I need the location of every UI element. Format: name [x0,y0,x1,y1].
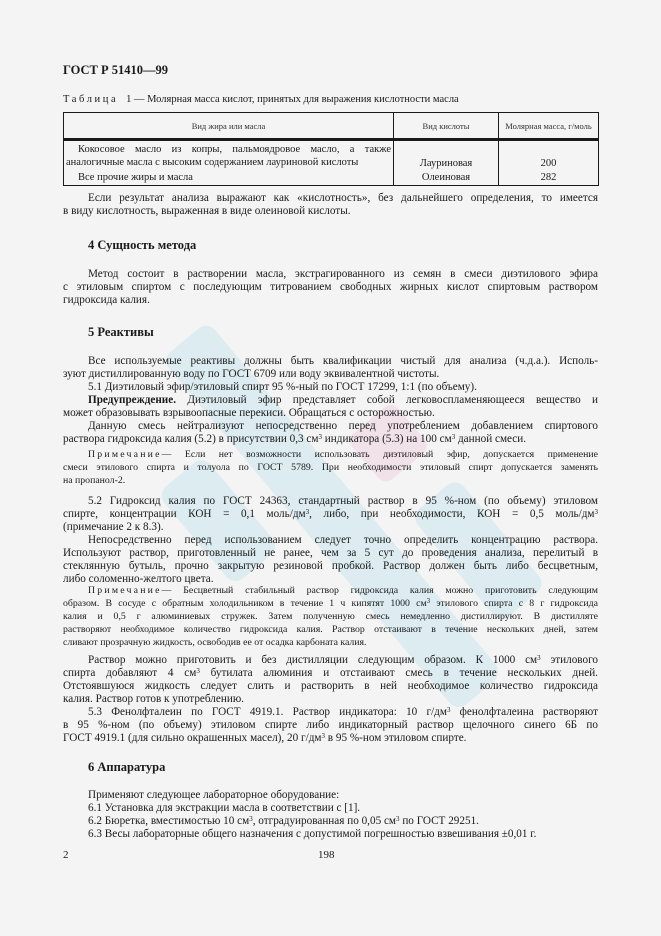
section-6-heading: 6 Аппаратура [88,760,166,774]
item-5-1: 5.1 Диэтиловый эфир/этиловый спирт 95 %-ный по ГОСТ 17299, 1:1 (по объему). [88,381,477,393]
item-6-1: 6.1 Установка для экстракции масла в соответствии с [1]. [88,802,361,814]
note-label: Примечание [88,585,162,596]
acidity-paragraph: Если результат анализа выражают как «кислотность», без дальнейшего определения, то имеется в виду кислотность, выраженная в виде олеиновой кислоты. [63,192,598,217]
table-cell-fat: Все прочие жиры и масла [64,169,394,186]
table-caption-text: — Молярная масса кислот, принятых для выражения кислотности масла [133,94,459,105]
table-caption-prefix: Таблица [63,94,119,105]
section-4-text: Метод состоит в растворении масла, экстрагированного из семян в смеси диэтилового эфира с этиловым спиртом с последующим титрованием свободных жирных кислот спиртовым раствором гидроксида калия. [63,268,598,306]
section-5-intro: Все используемые реактивы должны быть квалификации чистый для анализа (ч.д.а.). Исполь- зуют дистиллированную воду по ГОСТ 6709 или воду эквивалентной чистоты. 5.1 Диэтиловый эфир/этиловый спирт 95 %-ный по ГОСТ 17299, 1:1 (по объему). Предупреждение. Диэтиловый эфир представляет собой легковоспламеняющееся вещество и может образовывать взрывоопасные перекиси. Обращаться с осторожностью. Данную смесь нейтрализуют непосредственно перед употреблением добавлением спиртового раствора гидроксида калия (5.2) в присутствии 0,3 $см^3$ индикатора (5.3) на 100 $см^3$ данной смеси. [63,355,598,445]
table-cell-acid: Олеиновая [394,169,499,186]
item-5-3: 5.3 Фенолфталеин по ГОСТ 4919.1. Раствор индикатора: 10 $г/дм^3$ фенолфталеина растворяют [88,706,598,718]
column-header-mass: Молярная масса, г/моль [499,113,599,140]
page-number-center: 198 [318,849,335,861]
table-cell-mass: 200 [499,140,599,170]
item-6-2: 6.2 Бюретка, вместимостью 10 $см^3$, отградуированная по 0,05 $см^3$ по ГОСТ 29251. [88,815,479,827]
item-5-2: 5.2 Гидроксид калия по ГОСТ 24363, стандартный раствор в 95 %-ном (по объему) этиловом спирте, концентрации КОН = 0,1 моль/$дм^3$, либо, при необходимости, КОН = 0,5 моль/$дм^3$ (примечание 2 к 8.3). Непосредственно перед использованием следует точно определить концентрацию раствора. Используют раствор, приготовленный не ранее, чем за 5 сут до проведения анализа, перелитый в стеклянную бутыль, прочно закрытую резиновой пробкой. Раствор должен быть либо бесцветным, либо соломенно-желтого цвета. [63,495,599,585]
warning-line-1: Предупреждение. Диэтиловый эфир представляет собой легковоспламеняющееся вещество и [88,394,598,406]
section-6-text: Применяют следующее лабораторное оборудование: 6.1 Установка для экстракции масла в соответствии с [1]. 6.2 Бюретка, вместимостью 10 $см^3$, отградуированная по 0,05 $см^3$ по ГОСТ 29251. 6.3 Весы лабораторные общего назначения с допустимой погрешностью взвешивания ±0,01 г. [63,789,598,841]
page-number-left: 2 [63,849,69,861]
table-cell-mass: 282 [499,169,599,186]
column-header-acid: Вид кислоты [394,113,499,140]
warning-label: Предупреждение. [88,394,177,406]
note-label: Примечание [88,449,162,460]
table-row [64,140,599,170]
table-cell-fat: Кокосовое масло из копры, пальмоядровое масло, а также аналогичные масла с высоким содержанием лауриновой кислоты [64,140,394,170]
column-header-fat: Вид жира или масла [64,113,394,140]
table-header-row [64,113,599,140]
neutralize-line-2: раствора гидроксида калия (5.2) в присутствии 0,3 $см^3$ индикатора (5.3) на 100 $см^3$ данной смеси. [63,433,527,445]
section-4-heading: 4 Сущность метода [88,238,197,252]
table-caption [63,94,459,105]
note-1: Примечание— Если нет возможности использовать диэтиловый эфир, допускается применение смеси этилового спирта и толуола по ГОСТ 5789. При необходимости этиловый спирт допускается заменять на пропанол-2. [63,449,598,486]
item-6-3: 6.3 Весы лабораторные общего назначения с допустимой погрешностью взвешивания ±0,01 г. [88,828,537,840]
no-distillation-paragraph: Раствор можно приготовить и без дистилляции следующим образом. К 1000 $см^3$ этилового спирта добавляют 4 $см^3$ бутилата алюминия и отстаивают смесь в течение нескольких дней. Отстоявшуюся жидкость следует слить и растворить в ней необходимое количество гидроксида калия. Раствор готов к употреблению. 5.3 Фенолфталеин по ГОСТ 4919.1. Раствор индикатора: 10 $г/дм^3$ фенолфталеина растворяют в 95 %-ном (по объему) этиловом спирте либо индикаторный раствор щелочного синего 6Б по ГОСТ 4919.1 (для сильно окрашенных масел), 20 $г/дм^3$ в 95 %-ном этиловом спирте. [63,654,599,744]
section-5-heading: 5 Реактивы [88,325,154,339]
table-cell-acid: Лауриновая [394,140,499,170]
molar-mass-table [63,112,599,186]
document-id: ГОСТ Р 51410—99 [63,63,169,77]
table-row [64,169,599,186]
note-2: Примечание— Бесцветный стабильный раствор гидроксида калия можно приготовить следующим образом. В сосуде с обратным холодильником в течение 1 ч кипятят 1000 $см^3$ этилового спирта с 8 г гидроксида калия и 0,5 г алюминиевых стружек. Затем полученную смесь немедленно дистиллируют. В дистилляте растворяют необходимое количество гидроксида калия. Раствор отстаивают в течение нескольких дней, затем сливают прозрачную жидкость, освободив ее от осадка карбоната калия. [63,585,598,648]
table-caption-number: 1 [126,94,132,105]
